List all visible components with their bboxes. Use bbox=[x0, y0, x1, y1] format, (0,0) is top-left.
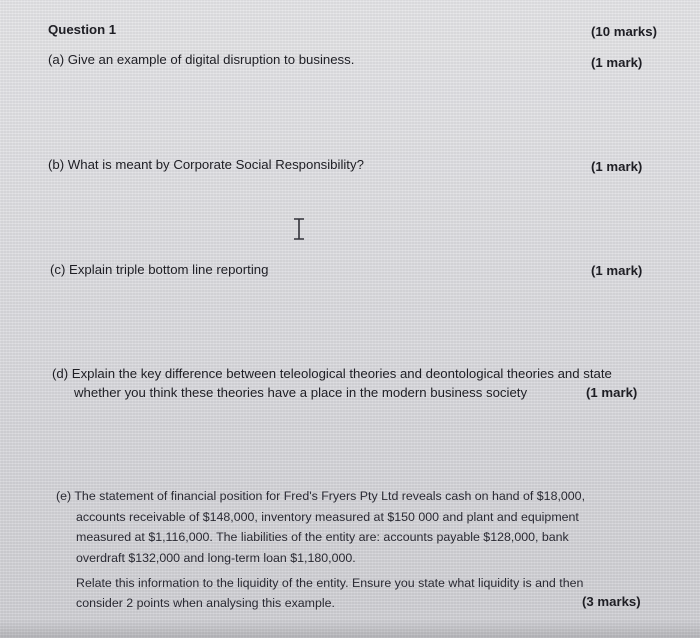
part-d-marks: (1 mark) bbox=[586, 385, 638, 400]
part-a-text: (a) Give an example of digital disruption to business. bbox=[48, 52, 355, 67]
part-e-line-6: consider 2 points when analysing this example. bbox=[76, 596, 335, 610]
part-e-marks: (3 marks) bbox=[582, 594, 641, 609]
part-c-text: (c) Explain triple bottom line reporting bbox=[50, 262, 269, 277]
part-a-marks: (1 mark) bbox=[591, 55, 643, 70]
part-e-line-4: overdraft $132,000 and long-term loan $1,180,000. bbox=[76, 551, 356, 565]
part-d-line-2: whether you think these theories have a place in the modern business society bbox=[74, 385, 528, 400]
part-b-text: (b) What is meant by Corporate Social Responsibility? bbox=[48, 157, 364, 172]
part-e-line-1: (e) The statement of financial position for Fred's Fryers Pty Ltd reveals cash on hand of $18,000, bbox=[56, 489, 586, 503]
part-c-marks: (1 mark) bbox=[591, 263, 643, 278]
part-e-line-3: measured at $1,116,000. The liabilities of the entity are: accounts payable $128,000, bank bbox=[76, 530, 569, 544]
question-title: Question 1 bbox=[48, 22, 117, 37]
bottom-shadow bbox=[0, 620, 700, 638]
part-b-marks: (1 mark) bbox=[591, 159, 643, 174]
part-d-line-1: (d) Explain the key difference between teleological theories and deontological theories and state bbox=[52, 366, 612, 381]
question-total-marks: (10 marks) bbox=[591, 24, 657, 39]
text-cursor-icon bbox=[292, 218, 306, 240]
part-e-line-5: Relate this information to the liquidity of the entity. Ensure you state what liquidity is and then bbox=[76, 576, 584, 590]
part-e-line-2: accounts receivable of $148,000, inventory measured at $150 000 and plant and equipment bbox=[76, 510, 579, 524]
